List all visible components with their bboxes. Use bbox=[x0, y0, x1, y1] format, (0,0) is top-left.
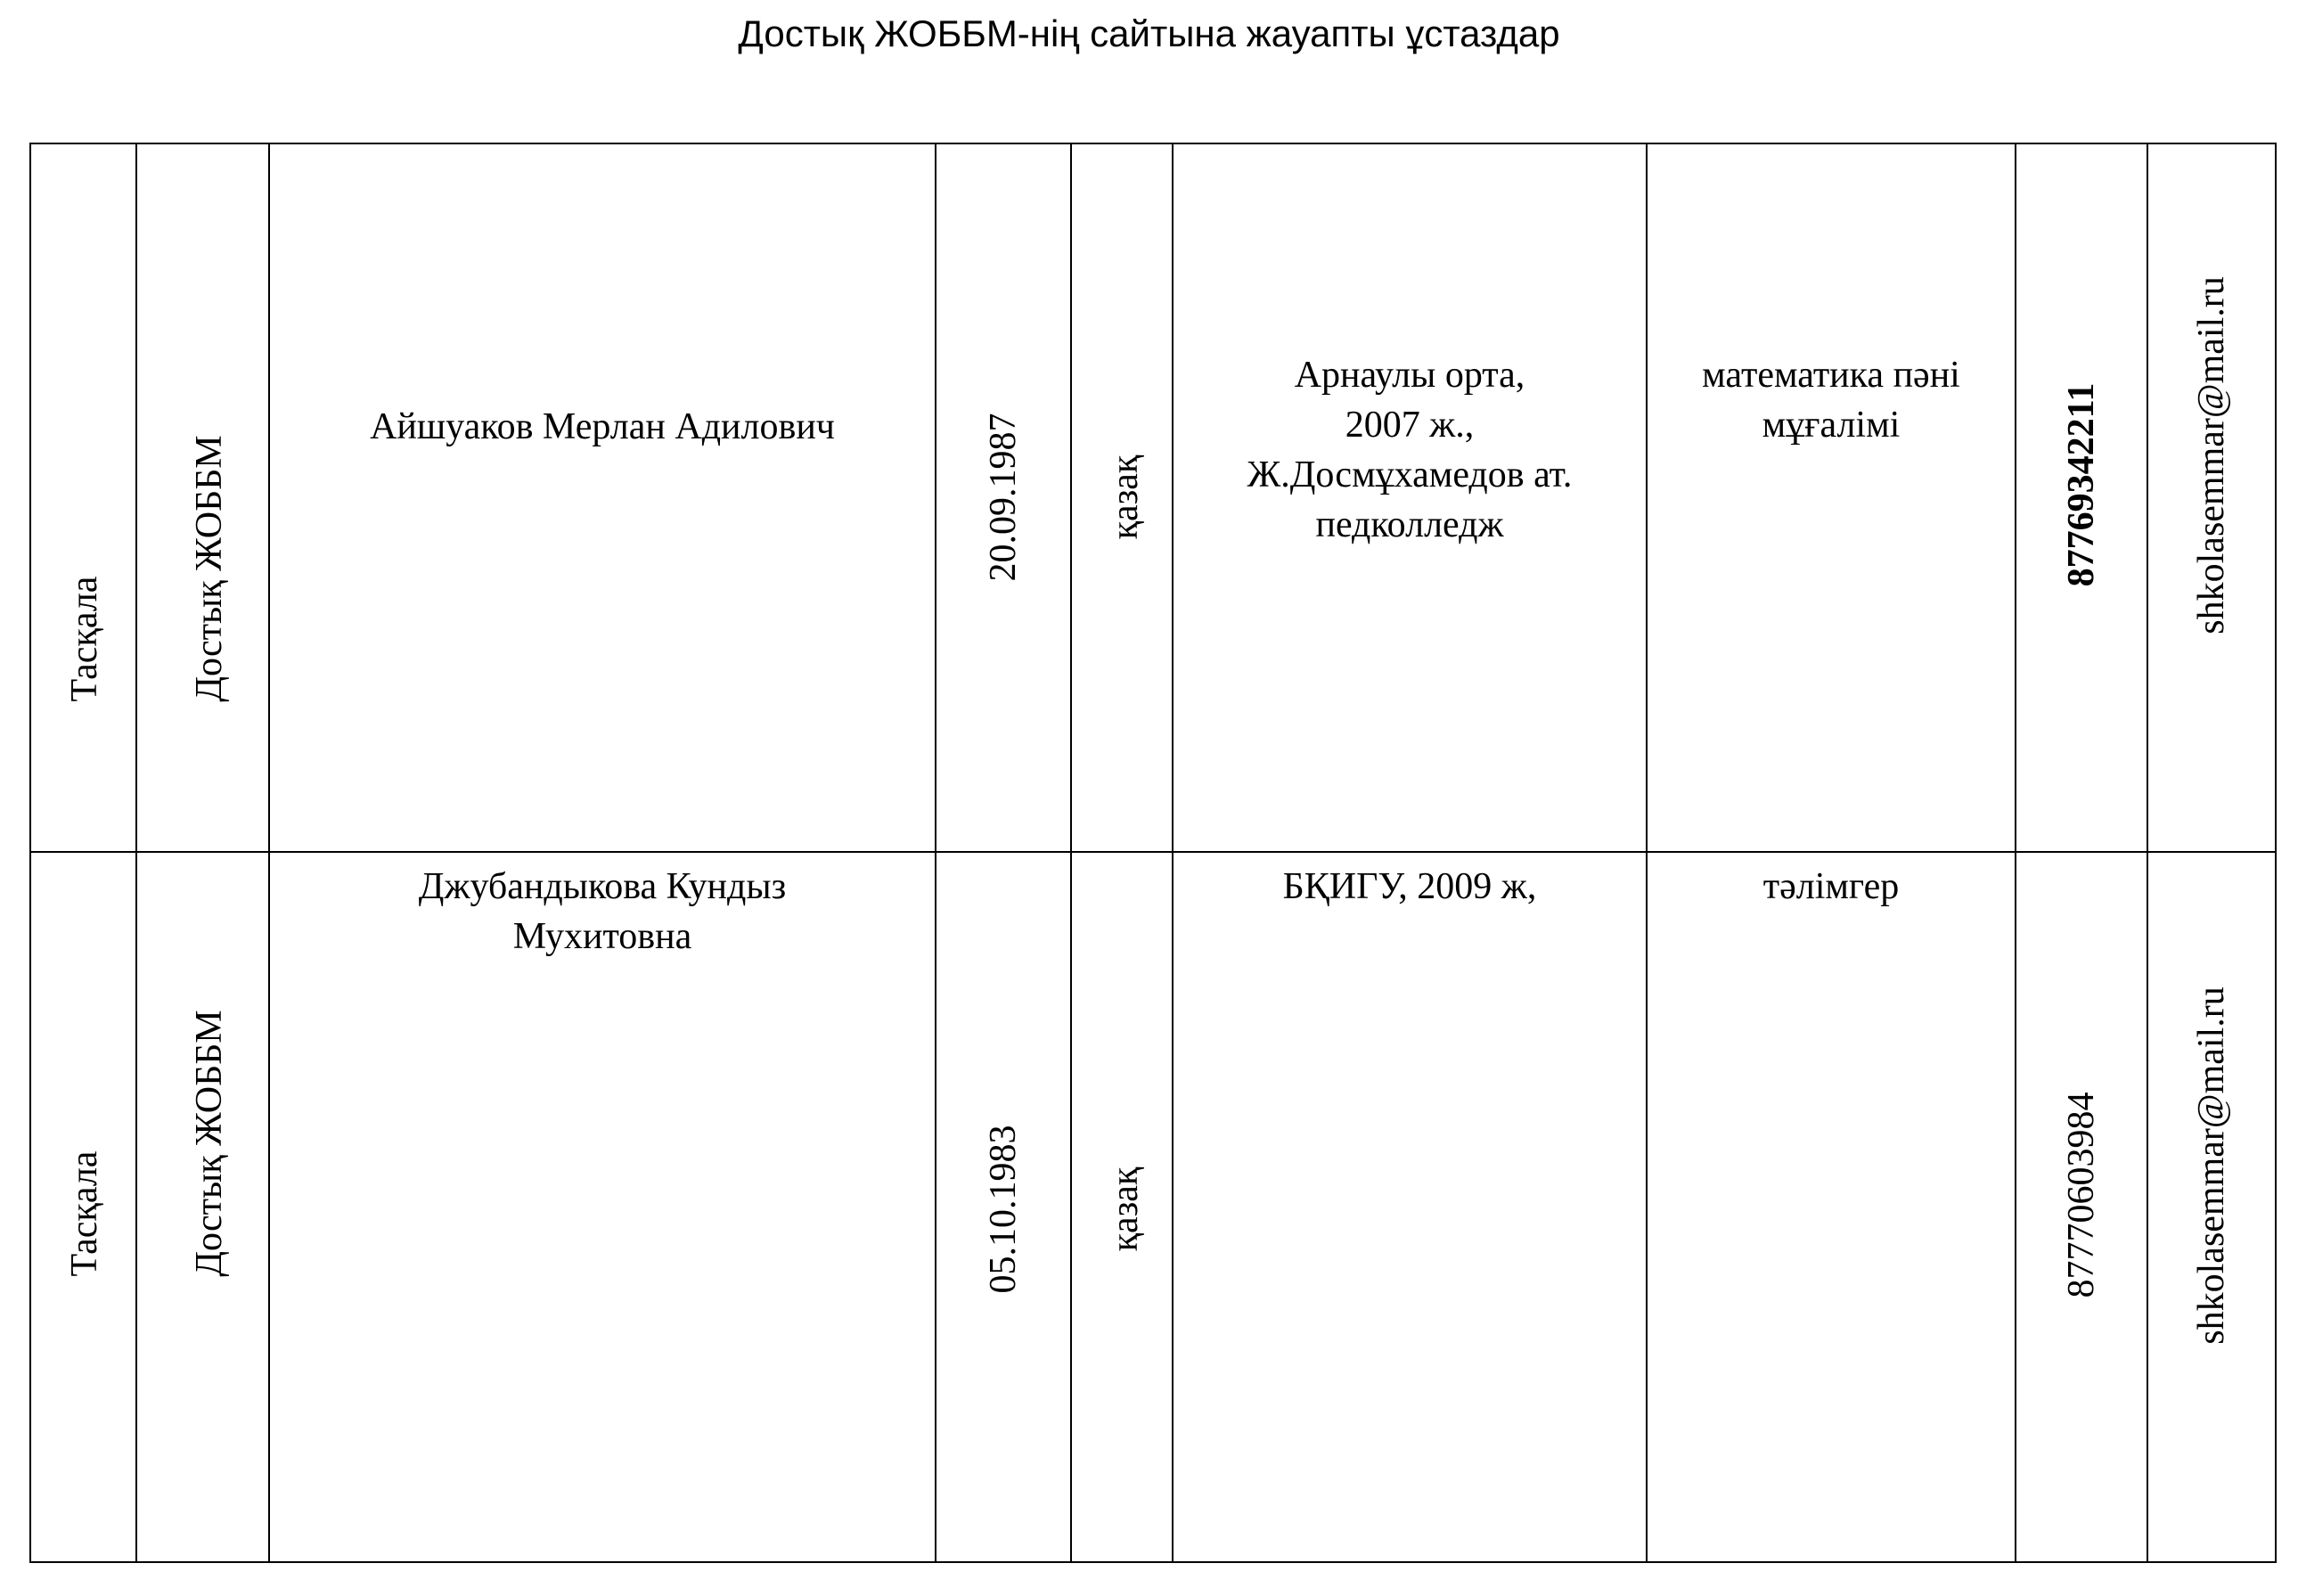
birth-date-cell: 05.10.1983 bbox=[983, 1125, 1024, 1294]
education-text: БҚИГУ, 2009 ж, bbox=[1282, 866, 1537, 907]
column-divider bbox=[2147, 143, 2148, 1563]
position-line: математика пәні bbox=[1702, 355, 1960, 396]
full-name-cell bbox=[270, 855, 935, 962]
locality-cell: Тасқала bbox=[64, 1150, 105, 1277]
column-divider bbox=[268, 143, 270, 1563]
phone-cell: 87770603984 bbox=[2061, 1092, 2102, 1298]
education-cell bbox=[1174, 343, 1646, 550]
column-divider bbox=[2015, 143, 2016, 1563]
staff-table bbox=[29, 143, 2277, 1563]
column-divider bbox=[2275, 143, 2277, 1563]
education-line: Арнаулы орта, bbox=[1294, 355, 1525, 396]
full-name-text: Айшуаков Мерлан Адилович bbox=[370, 406, 835, 447]
birth-date-cell: 20.09.1987 bbox=[983, 413, 1024, 582]
nationality-cell: қазақ bbox=[1105, 454, 1146, 540]
education-line: 2007 ж., bbox=[1345, 405, 1475, 446]
full-name-line: Мухитовна bbox=[512, 916, 692, 957]
nationality-cell: қазақ bbox=[1105, 1166, 1146, 1252]
position-text: тәлімгер bbox=[1762, 866, 1900, 907]
column-divider bbox=[1070, 143, 1072, 1563]
full-name-cell bbox=[270, 395, 935, 452]
email-cell: shkolasemmar@mail.ru bbox=[2191, 986, 2232, 1345]
document-title: Достық ЖОББМ-нің сайтына жауапты ұстаздар bbox=[738, 12, 1560, 54]
full-name-line: Джубандыкова Кундыз bbox=[418, 866, 787, 907]
column-divider bbox=[135, 143, 137, 1563]
email-cell: shkolasemmar@mail.ru bbox=[2191, 276, 2232, 634]
table-border-bottom bbox=[29, 1561, 2277, 1563]
education-line: педколледж bbox=[1315, 504, 1504, 545]
position-cell bbox=[1648, 855, 2015, 912]
education-cell bbox=[1174, 855, 1646, 912]
position-cell bbox=[1648, 343, 2015, 450]
school-cell: Достық ЖОББМ bbox=[189, 1010, 230, 1277]
school-cell: Достық ЖОББМ bbox=[189, 435, 230, 702]
table-border-top bbox=[29, 143, 2277, 144]
column-divider bbox=[935, 143, 936, 1563]
row-divider bbox=[29, 851, 2277, 853]
education-line: Ж.Досмұхамедов ат. bbox=[1247, 454, 1573, 495]
phone-cell: 87769342211 bbox=[2061, 382, 2102, 587]
locality-cell: Тасқала bbox=[64, 576, 105, 702]
position-line: мұғалімі bbox=[1762, 405, 1901, 446]
column-divider bbox=[29, 143, 31, 1563]
